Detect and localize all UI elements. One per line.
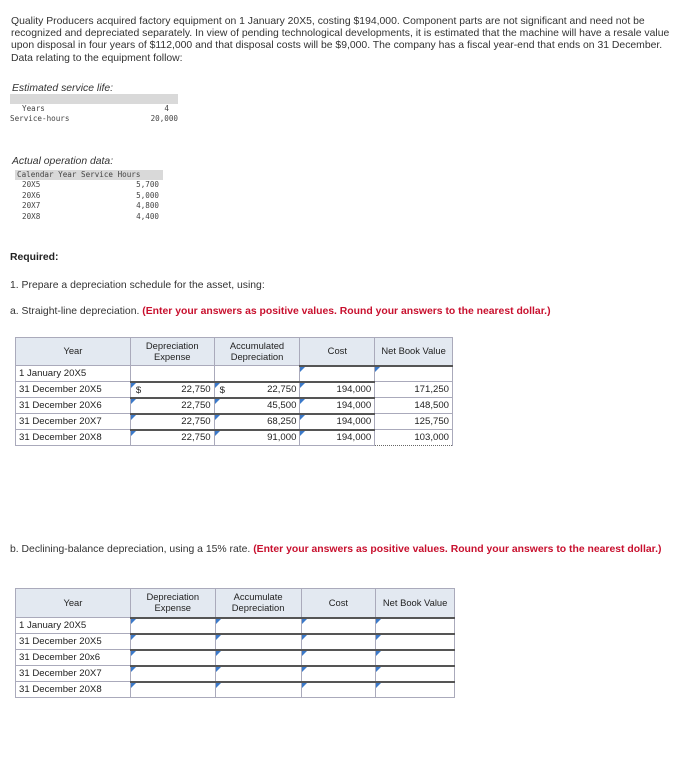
question-a-instruction: (Enter your answers as positive values. Round your answers to the nearest dollar.) [142, 306, 551, 317]
col-header-cost: Cost [301, 589, 376, 618]
service-life-row-years [10, 104, 178, 114]
service-life-hours-label: Service-hours [10, 114, 70, 123]
row-year: 31 December 20X8 [16, 682, 131, 698]
table-row [16, 366, 453, 382]
operation-hours: 4,800 [136, 201, 159, 211]
service-life-years-label: Years [22, 104, 45, 113]
cost-input[interactable]: 194,000 [300, 414, 375, 430]
accumulated-input[interactable] [215, 634, 301, 650]
dep-expense-input[interactable]: 22,750 [130, 430, 214, 446]
service-life-hours-value: 20,000 [150, 114, 178, 123]
dep-expense-input[interactable] [130, 382, 214, 398]
col-header-dep-expense: Depreciation Expense [130, 589, 215, 618]
row-year: 31 December 20x6 [16, 650, 131, 666]
operation-table [15, 170, 163, 222]
cost-input[interactable]: 194,000 [300, 382, 375, 398]
table-row [16, 618, 455, 634]
col-header-year: Year [16, 338, 131, 366]
service-life-header [10, 94, 178, 104]
straight-line-schedule [15, 337, 453, 446]
nbv-input[interactable] [375, 366, 453, 382]
operation-year: 20X8 [22, 211, 41, 221]
col-header-cost: Cost [300, 338, 375, 366]
operation-hours: 4,400 [136, 211, 159, 221]
table-row [16, 666, 455, 682]
accumulated-input[interactable]: 68,250 [214, 414, 300, 430]
nbv-input[interactable] [376, 618, 455, 634]
operation-hours: 5,000 [136, 190, 159, 200]
operation-row [15, 180, 163, 191]
dep-expense-input[interactable] [130, 618, 215, 634]
col-header-accumulated: Accumulated Depreciation [214, 338, 300, 366]
dollar-sign: $ [135, 384, 142, 396]
dep-expense-input[interactable] [130, 650, 215, 666]
accumulated-input[interactable] [215, 618, 301, 634]
col-header-nbv: Net Book Value [375, 338, 453, 366]
operation-year: 20X7 [22, 201, 41, 211]
table-row [16, 430, 453, 446]
service-life-row-hours [10, 114, 178, 124]
col-header-accumulated: Accumulate Depreciation [215, 589, 301, 618]
cost-input[interactable] [301, 650, 376, 666]
required-heading: Required: [10, 252, 59, 263]
dep-expense-input[interactable] [130, 666, 215, 682]
row-year: 31 December 20X6 [16, 398, 131, 414]
service-life-table [10, 94, 178, 124]
cost-input[interactable] [300, 366, 375, 382]
question-b [10, 543, 670, 556]
table-row [16, 414, 453, 430]
nbv-input[interactable] [376, 650, 455, 666]
nbv-value: 171,250 [375, 382, 453, 398]
col-header-year: Year [16, 589, 131, 618]
table-row [16, 634, 455, 650]
accumulated-cell [214, 366, 300, 382]
nbv-value: 148,500 [375, 398, 453, 414]
table-row [16, 382, 453, 398]
accumulated-value: 22,750 [267, 384, 297, 395]
cost-input[interactable] [301, 618, 376, 634]
operation-year: 20X6 [22, 190, 41, 200]
operation-header: Calendar Year Service Hours [15, 170, 163, 180]
table-row [16, 650, 455, 666]
dep-expense-input[interactable] [130, 682, 215, 698]
cost-input[interactable]: 194,000 [300, 398, 375, 414]
problem-intro: Quality Producers acquired factory equipment on 1 January 20X5, costing $194,000. Component parts are not significant and need not be recognized and depreciated separately. In view of pending technological developments, it is estimated that the machine will have a resale value upon disposal in four years of $112,000 and that disposal costs will be $9,000. The company has a fiscal year-end that ends on 31 December. Data relating to the equipment follow: [11, 16, 670, 64]
cost-input[interactable] [301, 682, 376, 698]
dep-expense-input[interactable]: 22,750 [130, 414, 214, 430]
dollar-sign: $ [219, 384, 225, 396]
row-year: 31 December 20X5 [16, 382, 131, 398]
col-header-nbv: Net Book Value [376, 589, 455, 618]
nbv-input[interactable] [376, 634, 455, 650]
operation-row [15, 212, 163, 223]
dep-expense-value: 22,750 [181, 384, 211, 395]
accumulated-input[interactable]: 91,000 [214, 430, 300, 446]
dep-expense-cell [130, 366, 214, 382]
service-life-years-value: 4 [164, 104, 169, 113]
operation-hours: 5,700 [136, 180, 159, 189]
dep-expense-input[interactable] [130, 634, 215, 650]
row-year: 31 December 20X8 [16, 430, 131, 446]
nbv-value: 125,750 [375, 414, 453, 430]
declining-balance-schedule [15, 588, 455, 698]
question-a [10, 306, 551, 317]
cost-input[interactable] [301, 634, 376, 650]
accumulated-input[interactable] [215, 682, 301, 698]
nbv-input[interactable] [376, 666, 455, 682]
table-row [16, 682, 455, 698]
operation-year: 20X5 [22, 180, 41, 189]
service-life-label: Estimated service life: [12, 83, 114, 94]
accumulated-input[interactable] [215, 666, 301, 682]
dep-expense-input[interactable]: 22,750 [130, 398, 214, 414]
row-year: 31 December 20X7 [16, 666, 131, 682]
operation-label: Actual operation data: [12, 156, 114, 167]
nbv-value: 103,000 [375, 430, 453, 446]
question-a-text: a. Straight-line depreciation. [10, 306, 143, 317]
row-year: 1 January 20X5 [16, 366, 131, 382]
nbv-input[interactable] [376, 682, 455, 698]
row-year: 1 January 20X5 [16, 618, 131, 634]
accumulated-input[interactable] [215, 650, 301, 666]
operation-row [15, 201, 163, 212]
row-year: 31 December 20X5 [16, 634, 131, 650]
cost-input[interactable]: 194,000 [300, 430, 375, 446]
operation-row [15, 191, 163, 202]
accumulated-input[interactable] [214, 382, 300, 398]
question-b-instruction: (Enter your answers as positive values. Round your answers to the nearest dollar.) [253, 544, 662, 555]
row-year: 31 December 20X7 [16, 414, 131, 430]
table-row [16, 398, 453, 414]
col-header-dep-expense: Depreciation Expense [130, 338, 214, 366]
accumulated-input[interactable]: 45,500 [214, 398, 300, 414]
cost-input[interactable] [301, 666, 376, 682]
question-b-text: b. Declining-balance depreciation, using a 15% rate. [10, 544, 254, 555]
question-1: 1. Prepare a depreciation schedule for the asset, using: [10, 280, 265, 291]
